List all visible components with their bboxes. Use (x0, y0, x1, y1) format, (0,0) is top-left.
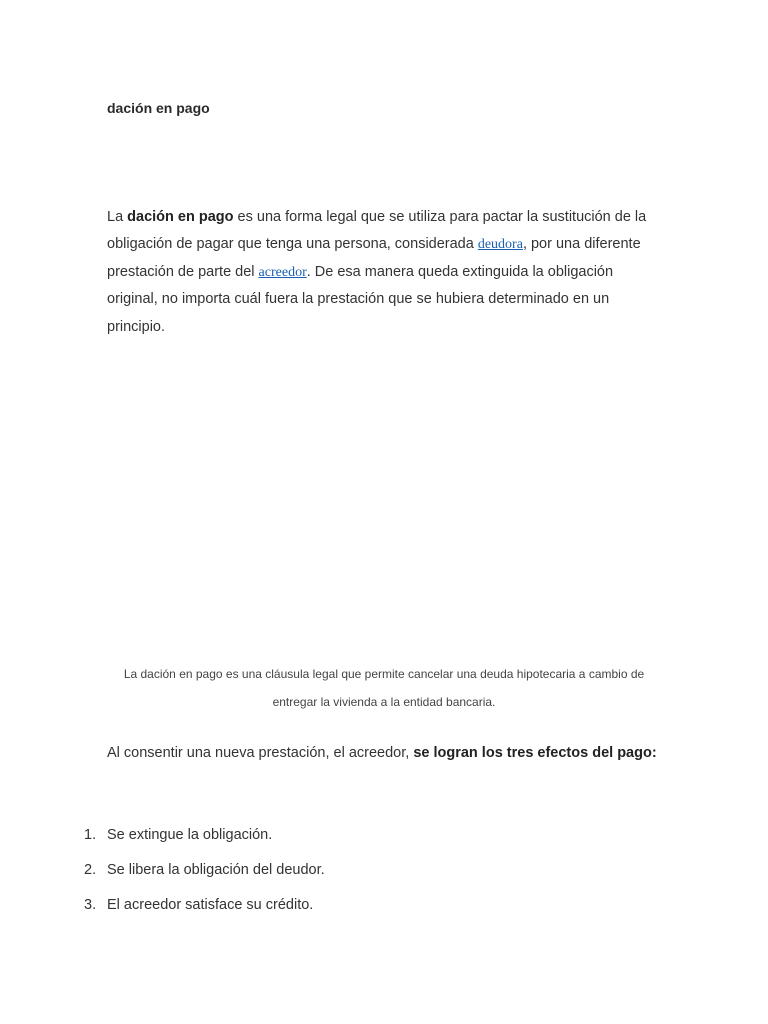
list-item-number: 2. (84, 862, 97, 878)
list-item-text: Se extingue la obligación. (107, 827, 273, 843)
acreedor-link[interactable]: acreedor (258, 264, 307, 280)
effects-lead: Al consentir una nueva prestación, el acreedor, (107, 745, 414, 761)
intro-part-1: es una forma legal que se utiliza para pactar la sustitución de la obligación de pagar que tenga una persona, considerada (107, 209, 647, 253)
list-item-text: El acreedor satisface su crédito. (107, 897, 314, 913)
deudora-link[interactable]: deudora (477, 237, 523, 253)
intro-part-3: . De esa manera queda extinguida la obligación original, no importa cuál fuera la prestación que se hubiera determinado en un principio. (107, 263, 614, 335)
effects-bold: se logran los tres efectos del pago: (413, 745, 657, 761)
page-title: dación en pago (107, 100, 210, 116)
list-item (0, 857, 768, 892)
list-item (0, 822, 768, 857)
list-item (0, 892, 768, 927)
effects-paragraph (107, 740, 667, 767)
intro-lead: La (107, 209, 128, 225)
intro-part-2: , por una diferente prestación de parte del (107, 236, 641, 280)
intro-term: dación en pago (127, 209, 234, 225)
list-item-number: 3. (84, 897, 97, 913)
image-caption: La dación en pago es una cláusula legal que permite cancelar una deuda hipotecaria a cambio de entregar la vivienda a la entidad bancaria. (123, 667, 645, 709)
intro-paragraph (107, 204, 667, 341)
effects-list (0, 822, 768, 927)
list-item-text: Se libera la obligación del deudor. (107, 862, 325, 878)
list-item-number: 1. (84, 827, 97, 843)
